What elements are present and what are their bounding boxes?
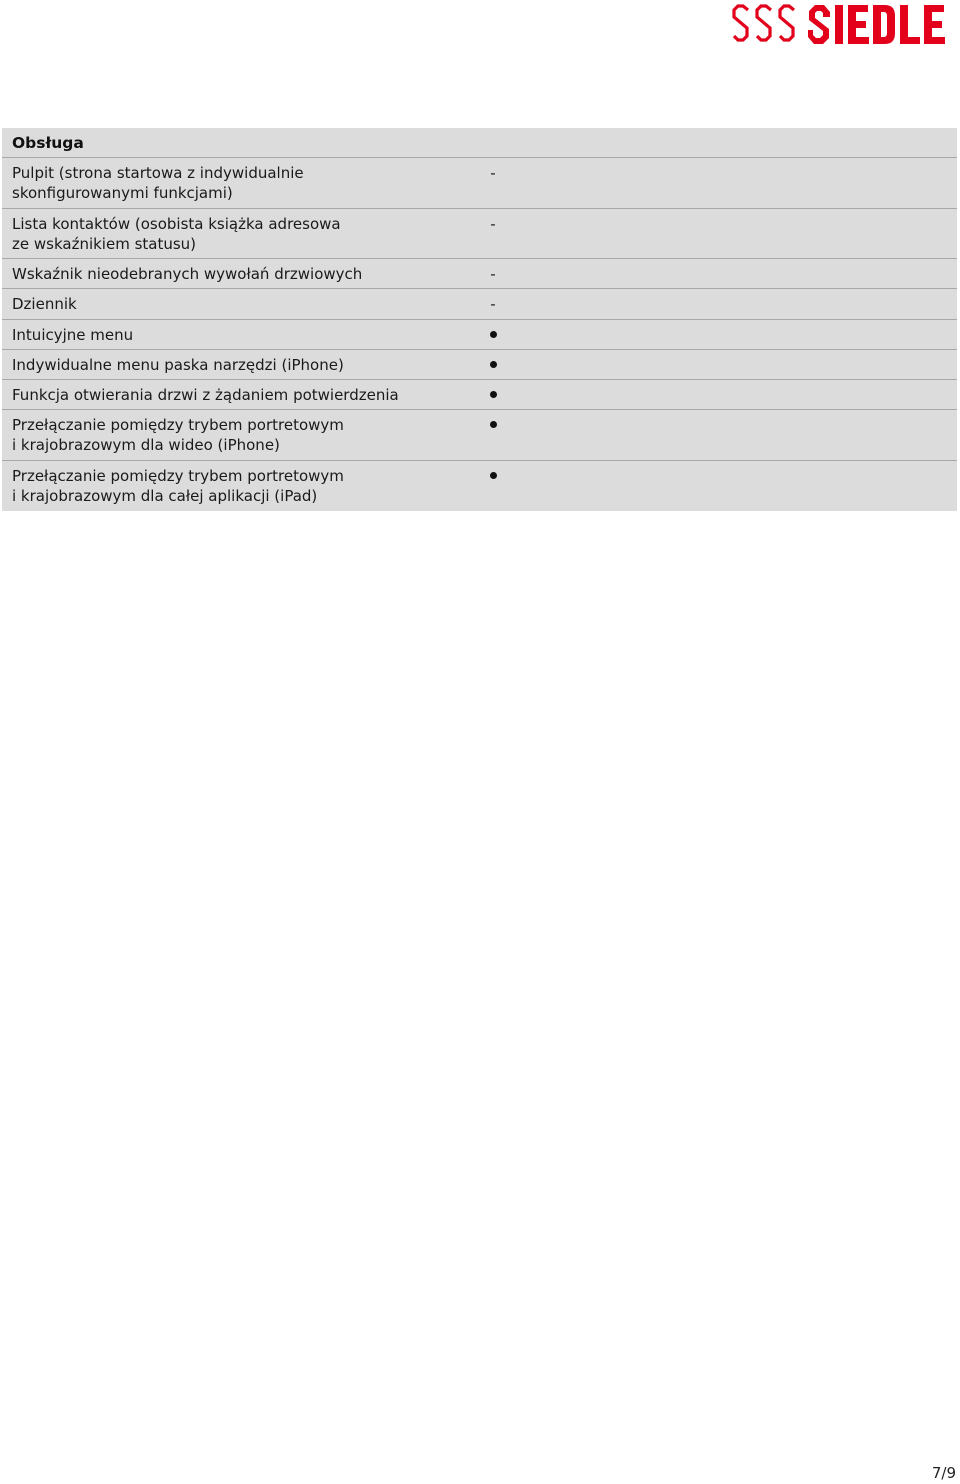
bullet-icon bbox=[482, 325, 504, 345]
table-row bbox=[2, 410, 957, 461]
dash-mark: - bbox=[490, 214, 496, 233]
table-row bbox=[2, 461, 957, 512]
dash-mark: - bbox=[490, 295, 496, 314]
feature-label: Funkcja otwierania drzwi z żądaniem potwierdzenia bbox=[12, 386, 399, 405]
dash-mark: - bbox=[490, 164, 496, 182]
bullet-icon bbox=[482, 385, 504, 405]
bullet-icon bbox=[482, 466, 504, 486]
table-header: Obsługa bbox=[2, 128, 957, 158]
bullet-icon bbox=[482, 415, 504, 435]
table-row bbox=[2, 350, 957, 380]
dash-mark: - bbox=[490, 265, 496, 283]
dot-icon bbox=[490, 391, 497, 398]
table-row bbox=[2, 289, 957, 319]
dot-icon bbox=[490, 472, 497, 479]
dot-icon bbox=[490, 331, 497, 338]
page-number: 7/9 bbox=[931, 1464, 956, 1482]
feature-label: Dziennik bbox=[12, 295, 77, 314]
features-table bbox=[2, 128, 957, 511]
feature-label: Intuicyjne menu bbox=[12, 325, 134, 344]
dot-icon bbox=[490, 421, 497, 428]
feature-label: Indywidualne menu paska narzędzi (iPhone) bbox=[12, 355, 344, 374]
feature-label: Wskaźnik nieodebranych wywołań drzwiowych bbox=[12, 265, 363, 283]
table-row bbox=[2, 380, 957, 410]
dot-icon bbox=[490, 361, 497, 368]
bullet-icon bbox=[482, 355, 504, 375]
siedle-logo-icon bbox=[731, 2, 957, 46]
feature-label: Pulpit (strona startowa z indywidualnie skonfigurowanymi funkcjami) bbox=[12, 164, 304, 202]
siedle-logo bbox=[731, 2, 957, 46]
feature-label: Lista kontaktów (osobista książka adresowa ze wskaźnikiem statusu) bbox=[12, 214, 341, 253]
feature-label: Przełączanie pomiędzy trybem portretowym i krajobrazowym dla wideo (iPhone) bbox=[12, 416, 344, 455]
table-row bbox=[2, 259, 957, 289]
table-row bbox=[2, 209, 957, 260]
table-row bbox=[2, 320, 957, 350]
table-row bbox=[2, 158, 957, 209]
feature-label: Przełączanie pomiędzy trybem portretowym i krajobrazowym dla całej aplikacji (iPad) bbox=[12, 466, 344, 505]
